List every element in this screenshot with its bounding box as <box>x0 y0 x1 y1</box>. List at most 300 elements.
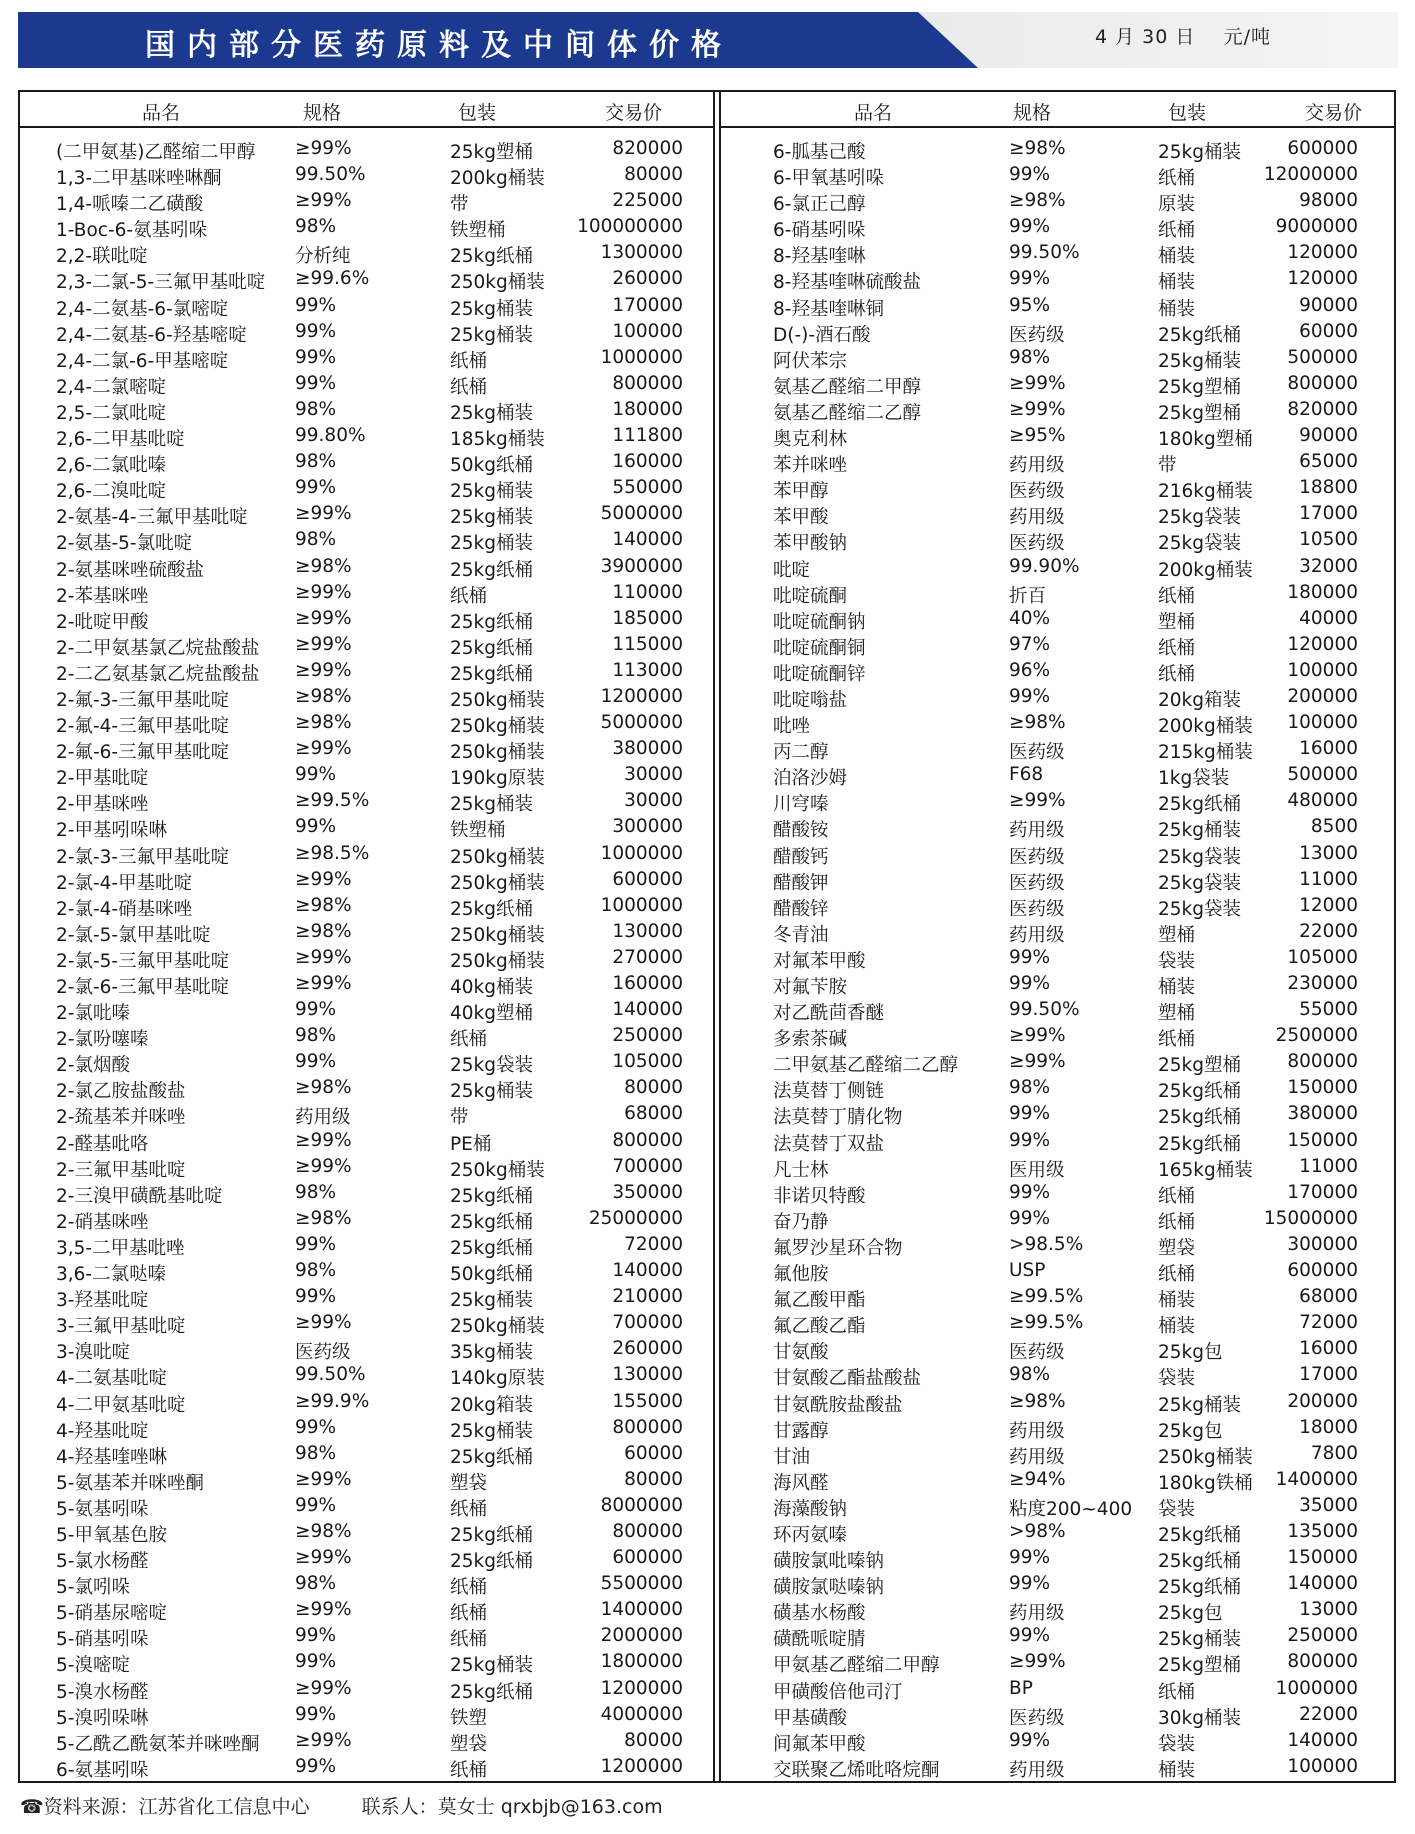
cell-spec: 医药级 <box>1009 1342 1065 1364</box>
page-footer <box>20 1792 669 1819</box>
cell-pack: 140kg原装 <box>450 1368 545 1390</box>
table-row <box>721 788 1396 814</box>
cell-name: 2-氯-5-三氟甲基吡啶 <box>56 950 230 972</box>
table-row <box>721 1519 1396 1545</box>
cell-name: 2-二甲氨基氯乙烷盐酸盐 <box>56 637 260 659</box>
cell-pack: 25kg纸桶 <box>450 1237 533 1259</box>
table-row <box>721 814 1396 840</box>
cell-pack: 185kg桶装 <box>450 429 545 451</box>
table-row <box>20 1049 713 1075</box>
cell-price: 700000 <box>612 1312 683 1334</box>
cell-pack: 25kg包 <box>1158 1420 1223 1442</box>
table-row <box>20 1206 713 1232</box>
cell-price: 8000000 <box>600 1494 683 1516</box>
cell-name: 3,5-二甲基吡唑 <box>56 1237 185 1259</box>
table-row <box>721 971 1396 997</box>
cell-spec: 99% <box>1009 946 1051 968</box>
table-header-row <box>721 92 1396 128</box>
cell-name: 2,6-二溴吡啶 <box>56 481 167 503</box>
cell-pack: 25kg桶装 <box>450 298 533 320</box>
cell-price: 140000 <box>1287 1573 1358 1595</box>
cell-name: 2,5-二氯吡啶 <box>56 402 167 424</box>
table-row <box>721 1049 1396 1075</box>
cell-name: 磺酰哌啶腈 <box>773 1629 866 1651</box>
table-row <box>721 580 1396 606</box>
cell-price: 230000 <box>1287 973 1358 994</box>
cell-name: 8-羟基喹啉 <box>773 246 866 268</box>
header-pack: 包装 <box>1168 102 1207 124</box>
cell-name: 2,2-联吡啶 <box>56 246 148 268</box>
cell-price: 150000 <box>1287 1547 1358 1569</box>
header-spec: 规格 <box>1013 102 1052 124</box>
cell-spec: 99% <box>295 1651 337 1673</box>
cell-price: 100000 <box>1287 712 1358 734</box>
cell-spec: 99% <box>1009 216 1051 238</box>
cell-name: 川穹嗪 <box>773 794 829 816</box>
cell-price: 700000 <box>612 1155 683 1177</box>
cell-name: 海藻酸钠 <box>773 1498 848 1520</box>
cell-spec: 98% <box>1009 1364 1051 1386</box>
cell-spec: 医药级 <box>1009 742 1065 764</box>
left-table <box>20 92 713 1781</box>
cell-price: 113000 <box>612 659 683 681</box>
cell-price: 300000 <box>612 816 683 838</box>
table-row <box>721 1023 1396 1049</box>
cell-spec: 药用级 <box>1009 820 1065 842</box>
cell-spec: ≥99% <box>295 607 352 629</box>
cell-price: 200000 <box>1287 685 1358 707</box>
cell-price: 98000 <box>1299 190 1358 212</box>
cell-price: 60000 <box>624 1442 683 1464</box>
cell-name: 泊洛沙姆 <box>773 768 848 790</box>
cell-spec: 98% <box>295 1181 337 1203</box>
cell-price: 800000 <box>612 1520 683 1542</box>
cell-name: 2-氯乙胺盐酸盐 <box>56 1081 186 1103</box>
cell-spec: 99% <box>295 1494 337 1516</box>
table-row <box>20 1728 713 1754</box>
table-row <box>20 371 713 397</box>
cell-name: 4-羟基喹唑啉 <box>56 1446 167 1468</box>
right-table <box>721 92 1396 1781</box>
table-row <box>721 762 1396 788</box>
cell-price: 1400000 <box>600 1599 683 1621</box>
cell-name: 2,3-二氯-5-三氟甲基吡啶 <box>56 272 266 294</box>
cell-spec: ≥99.5% <box>295 790 370 812</box>
table-row <box>20 1754 713 1780</box>
cell-price: 10500 <box>1299 529 1358 551</box>
cell-spec: 药用级 <box>295 1107 351 1129</box>
table-row <box>20 1676 713 1702</box>
cell-price: 13000 <box>1299 1599 1358 1621</box>
cell-name: 6-胍基己酸 <box>773 142 866 163</box>
cell-pack: 250kg桶装 <box>450 1316 545 1338</box>
cell-name: 苯甲酸钠 <box>773 533 848 555</box>
cell-pack: 30kg桶装 <box>1158 1707 1241 1729</box>
table-row <box>20 475 713 501</box>
cell-spec: ≥98.5% <box>295 842 370 864</box>
table-row <box>20 527 713 553</box>
cell-spec: 98% <box>295 216 337 238</box>
cell-price: 3900000 <box>600 555 683 577</box>
cell-name: 2-氟-4-三氟甲基吡啶 <box>56 716 230 738</box>
table-row <box>20 1415 713 1441</box>
cell-name: 2-吡啶甲酸 <box>56 611 149 633</box>
cell-price: 2000000 <box>600 1625 683 1647</box>
cell-pack: 25kg塑桶 <box>1158 402 1241 424</box>
table-row <box>20 1702 713 1728</box>
cell-price: 16000 <box>1299 738 1358 760</box>
cell-name: 5-硝基吲哚 <box>56 1629 149 1651</box>
cell-pack: 50kg纸桶 <box>450 455 533 477</box>
cell-price: 90000 <box>1299 294 1358 316</box>
cell-price: 150000 <box>1287 1129 1358 1151</box>
table-row <box>721 1232 1396 1258</box>
cell-pack: 25kg纸桶 <box>1158 324 1241 346</box>
cell-spec: USP <box>1009 1260 1046 1282</box>
cell-price: 155000 <box>612 1390 683 1412</box>
table-row <box>721 1597 1396 1623</box>
table-row <box>20 632 713 658</box>
table-row <box>20 1467 713 1493</box>
table-row <box>20 945 713 971</box>
cell-spec: 99% <box>1009 1129 1051 1151</box>
cell-price: 11000 <box>1299 868 1358 890</box>
cell-name: 6-氨基吲哚 <box>56 1759 149 1781</box>
cell-spec: ≥99% <box>295 581 352 603</box>
cell-name: 醋酸锌 <box>773 898 829 920</box>
cell-spec: ≥99% <box>295 503 352 525</box>
table-row <box>20 1571 713 1597</box>
cell-price: 2500000 <box>1275 1025 1358 1047</box>
table-row <box>721 1702 1396 1728</box>
table-row <box>721 345 1396 371</box>
cell-pack: 250kg桶装 <box>450 924 545 946</box>
cell-pack: 袋装 <box>1158 1498 1196 1520</box>
cell-spec: 99% <box>1009 685 1051 707</box>
table-row <box>20 423 713 449</box>
cell-name: 4-二氨基吡啶 <box>56 1368 167 1390</box>
cell-name: 5-乙酰乙酰氨苯并咪唑酮 <box>56 1733 260 1755</box>
cell-spec: 99% <box>295 372 337 394</box>
cell-pack: 250kg桶装 <box>450 846 545 868</box>
table-row <box>721 1571 1396 1597</box>
table-row <box>721 1415 1396 1441</box>
cell-price: 135000 <box>1287 1520 1358 1542</box>
cell-price: 1200000 <box>600 1677 683 1699</box>
cell-spec: ≥99% <box>1009 1651 1066 1673</box>
cell-name: 2-三氟甲基吡啶 <box>56 1159 186 1181</box>
table-row <box>721 1206 1396 1232</box>
cell-price: 140000 <box>1287 1729 1358 1751</box>
cell-price: 55000 <box>1299 999 1358 1021</box>
table-row <box>721 1128 1396 1154</box>
cell-spec: ≥99% <box>1009 1051 1066 1073</box>
cell-pack: 215kg桶装 <box>1158 742 1253 764</box>
source-text: ☎资料来源：江苏省化工信息中心 <box>20 1796 310 1818</box>
cell-pack: 25kg纸桶 <box>450 898 533 920</box>
table-row <box>721 240 1396 266</box>
cell-price: 1300000 <box>600 242 683 264</box>
cell-pack: 25kg桶装 <box>1158 1629 1241 1651</box>
cell-pack: 190kg原装 <box>450 768 545 790</box>
cell-pack: 200kg桶装 <box>450 168 545 190</box>
cell-name: 4-羟基吡啶 <box>56 1420 149 1442</box>
cell-spec: >98.5% <box>1009 1233 1084 1255</box>
cell-spec: ≥99% <box>1009 790 1066 812</box>
cell-spec: 98% <box>1009 1077 1051 1099</box>
cell-price: 100000000 <box>577 216 683 238</box>
cell-price: 250000 <box>612 1025 683 1047</box>
cell-spec: 99% <box>1009 1547 1051 1569</box>
cell-price: 210000 <box>612 1286 683 1308</box>
table-row <box>721 293 1396 319</box>
cell-spec: ≥95% <box>1009 425 1066 447</box>
cell-spec: ≥99% <box>295 633 352 655</box>
cell-spec: ≥99% <box>295 138 352 159</box>
cell-name: 5-溴水杨醛 <box>56 1681 149 1703</box>
cell-spec: 40% <box>1009 607 1051 629</box>
cell-pack: 25kg桶装 <box>450 1081 533 1103</box>
cell-spec: ≥98% <box>1009 190 1066 212</box>
cell-spec: 98% <box>295 1260 337 1282</box>
cell-pack: 35kg桶装 <box>450 1342 533 1364</box>
cell-name: 8-羟基喹啉硫酸盐 <box>773 272 921 294</box>
cell-spec: 99% <box>1009 164 1051 186</box>
cell-pack: 纸桶 <box>450 585 488 607</box>
table-row <box>20 971 713 997</box>
contact-text: 联系人：莫女士 qrxbjb@163.com <box>361 1796 663 1818</box>
cell-spec: ≥99% <box>295 1312 352 1334</box>
cell-price: 18800 <box>1299 477 1358 499</box>
cell-name: 4-二甲氨基吡啶 <box>56 1394 186 1416</box>
cell-price: 180000 <box>612 398 683 420</box>
table-row <box>20 162 713 188</box>
cell-spec: ≥99% <box>1009 398 1066 420</box>
cell-spec: 99% <box>1009 1103 1051 1125</box>
cell-pack: 25kg纸桶 <box>450 637 533 659</box>
cell-name: 2-氯-5-氯甲基吡啶 <box>56 924 211 946</box>
cell-spec: ≥99% <box>295 1729 352 1751</box>
table-row <box>721 997 1396 1023</box>
cell-price: 250000 <box>1287 1625 1358 1647</box>
cell-name: 2-甲基咪唑 <box>56 794 149 816</box>
cell-name: 5-氯水杨醛 <box>56 1551 149 1573</box>
cell-name: 5-氨基苯并咪唑酮 <box>56 1472 204 1494</box>
cell-pack: 250kg桶装 <box>450 950 545 972</box>
cell-price: 260000 <box>612 268 683 290</box>
cell-price: 5500000 <box>600 1573 683 1595</box>
cell-spec: 99% <box>1009 268 1051 290</box>
cell-name: 2,4-二氯嘧啶 <box>56 376 167 398</box>
table-row <box>721 1493 1396 1519</box>
table-row <box>721 632 1396 658</box>
cell-name: 2-氨基咪唑硫酸盐 <box>56 559 204 581</box>
cell-name: 2-甲基吲哚啉 <box>56 820 167 842</box>
cell-price: 150000 <box>1287 1077 1358 1099</box>
cell-spec: 99% <box>295 816 337 838</box>
header-pack: 包装 <box>458 102 497 124</box>
cell-pack: 25kg袋装 <box>450 1055 533 1077</box>
cell-spec: 99% <box>295 1755 337 1777</box>
header-spec: 规格 <box>303 102 342 124</box>
cell-price: 350000 <box>612 1181 683 1203</box>
table-row <box>721 136 1396 162</box>
cell-pack: 25kg纸桶 <box>1158 794 1241 816</box>
cell-pack: 25kg纸桶 <box>1158 1577 1241 1599</box>
cell-name: 2-氨基-5-氯吡啶 <box>56 533 193 555</box>
cell-spec: 99% <box>295 1416 337 1438</box>
cell-pack: 25kg纸桶 <box>1158 1133 1241 1155</box>
cell-name: 吡啶硫酮钠 <box>773 611 866 633</box>
cell-name: 2,6-二甲基吡啶 <box>56 429 185 451</box>
cell-pack: 塑桶 <box>1158 924 1196 946</box>
table-row <box>20 841 713 867</box>
cell-spec: 98% <box>1009 346 1051 368</box>
table-row <box>721 1441 1396 1467</box>
cell-spec: ≥98% <box>295 1077 352 1099</box>
cell-price: 1000000 <box>600 346 683 368</box>
cell-name: 丙二醇 <box>773 742 829 764</box>
table-row <box>20 188 713 214</box>
cell-price: 200000 <box>1287 1390 1358 1412</box>
header-price: 交易价 <box>1305 102 1363 124</box>
cell-name: 3,6-二氯哒嗪 <box>56 1264 167 1286</box>
cell-name: 吡唑 <box>773 716 811 738</box>
cell-price: 600000 <box>612 868 683 890</box>
cell-price: 140000 <box>612 529 683 551</box>
cell-pack: 纸桶 <box>450 1029 488 1051</box>
table-row <box>721 710 1396 736</box>
date-unit <box>1095 22 1271 49</box>
cell-name: 氟乙酸乙酯 <box>773 1316 866 1338</box>
cell-name: 磺胺氯吡嗪钠 <box>773 1551 885 1573</box>
cell-name: 2-二乙氨基氯乙烷盐酸盐 <box>56 663 260 685</box>
cell-name: 吡啶硫酮 <box>773 585 848 607</box>
cell-pack: 纸桶 <box>1158 1681 1196 1703</box>
header-name: 品名 <box>142 102 181 124</box>
cell-name: 间氟苯甲酸 <box>773 1733 866 1755</box>
cell-pack: 25kg桶装 <box>450 533 533 555</box>
cell-spec: 折百 <box>1009 585 1047 607</box>
table-row <box>20 1519 713 1545</box>
cell-spec: 99% <box>1009 973 1051 994</box>
cell-name: 奋乃静 <box>773 1211 829 1233</box>
table-row <box>721 1101 1396 1127</box>
table-row <box>20 1389 713 1415</box>
table-row <box>20 580 713 606</box>
cell-name: 法莫替丁腈化物 <box>773 1107 903 1129</box>
table-row <box>721 1284 1396 1310</box>
cell-price: 800000 <box>1287 372 1358 394</box>
cell-pack: 纸桶 <box>1158 168 1196 190</box>
cell-price: 17000 <box>1299 1364 1358 1386</box>
cell-spec: 药用级 <box>1009 455 1065 477</box>
cell-spec: ≥98% <box>295 712 352 734</box>
cell-spec: 医药级 <box>1009 481 1065 503</box>
cell-pack: 250kg桶装 <box>450 272 545 294</box>
cell-name: 2-苯基咪唑 <box>56 585 149 607</box>
cell-price: 800000 <box>612 1129 683 1151</box>
cell-name: 多索茶碱 <box>773 1029 848 1051</box>
cell-name: 氟罗沙星环合物 <box>773 1237 903 1259</box>
cell-price: 270000 <box>612 946 683 968</box>
cell-pack: 纸桶 <box>450 376 488 398</box>
cell-name: 交联聚乙烯吡咯烷酮 <box>773 1759 940 1781</box>
cell-price: 260000 <box>612 1338 683 1360</box>
cell-price: 8500 <box>1310 816 1358 838</box>
cell-pack: 25kg袋装 <box>1158 533 1241 555</box>
cell-price: 22000 <box>1299 1703 1358 1725</box>
cell-pack: 216kg桶装 <box>1158 481 1253 503</box>
cell-price: 1800000 <box>600 1651 683 1673</box>
cell-price: 120000 <box>1287 268 1358 290</box>
cell-spec: ≥99.5% <box>1009 1312 1084 1334</box>
cell-pack: 袋装 <box>1158 1368 1196 1390</box>
cell-spec: 98% <box>295 1442 337 1464</box>
table-row <box>20 554 713 580</box>
cell-price: 7800 <box>1310 1442 1358 1464</box>
table-row <box>20 1023 713 1049</box>
cell-pack: 纸桶 <box>1158 220 1196 242</box>
cell-name: 2-氯吩噻嗪 <box>56 1029 149 1051</box>
cell-price: 550000 <box>612 477 683 499</box>
table-row <box>20 293 713 319</box>
cell-name: 5-氯吲哚 <box>56 1577 130 1599</box>
cell-pack: 25kg纸桶 <box>450 1524 533 1546</box>
cell-spec: ≥98% <box>295 1207 352 1229</box>
cell-price: 1000000 <box>1275 1677 1358 1699</box>
cell-spec: 99% <box>1009 1729 1051 1751</box>
table-row <box>721 188 1396 214</box>
cell-spec: 99.50% <box>295 1364 366 1386</box>
table-row <box>721 1154 1396 1180</box>
cell-name: 氨基乙醛缩二乙醇 <box>773 402 922 424</box>
table-row <box>20 397 713 423</box>
cell-spec: 99% <box>295 1625 337 1647</box>
table-row <box>20 1101 713 1127</box>
cell-price: 111800 <box>612 425 683 447</box>
cell-pack: 25kg纸桶 <box>450 559 533 581</box>
cell-price: 600000 <box>1287 138 1358 159</box>
cell-name: 2-氟-6-三氟甲基吡啶 <box>56 742 230 764</box>
cell-name: 2-氯-6-三氟甲基吡啶 <box>56 977 230 998</box>
table-row <box>20 736 713 762</box>
cell-spec: 医药级 <box>1009 533 1065 555</box>
cell-name: (二甲氨基)乙醛缩二甲醇 <box>56 142 256 163</box>
cell-pack: 桶装 <box>1158 272 1196 294</box>
cell-name: 2,4-二氨基-6-氯嘧啶 <box>56 298 229 320</box>
cell-name: 冬青油 <box>773 924 829 946</box>
cell-name: 对氟苄胺 <box>773 977 848 998</box>
table-row <box>20 606 713 632</box>
cell-spec: 药用级 <box>1009 507 1065 529</box>
table-row <box>721 1623 1396 1649</box>
cell-pack: 纸桶 <box>450 350 488 372</box>
cell-price: 115000 <box>612 633 683 655</box>
table-row <box>20 1284 713 1310</box>
cell-spec: 99% <box>295 1051 337 1073</box>
table-row <box>20 266 713 292</box>
cell-price: 12000000 <box>1263 164 1358 186</box>
cell-pack: 袋装 <box>1158 1733 1196 1755</box>
cell-price: 180000 <box>1287 581 1358 603</box>
table-row <box>721 162 1396 188</box>
table-row <box>721 449 1396 475</box>
cell-pack: 200kg桶装 <box>1158 716 1253 738</box>
cell-price: 160000 <box>612 973 683 994</box>
table-row <box>721 945 1396 971</box>
cell-spec: 98% <box>295 451 337 473</box>
